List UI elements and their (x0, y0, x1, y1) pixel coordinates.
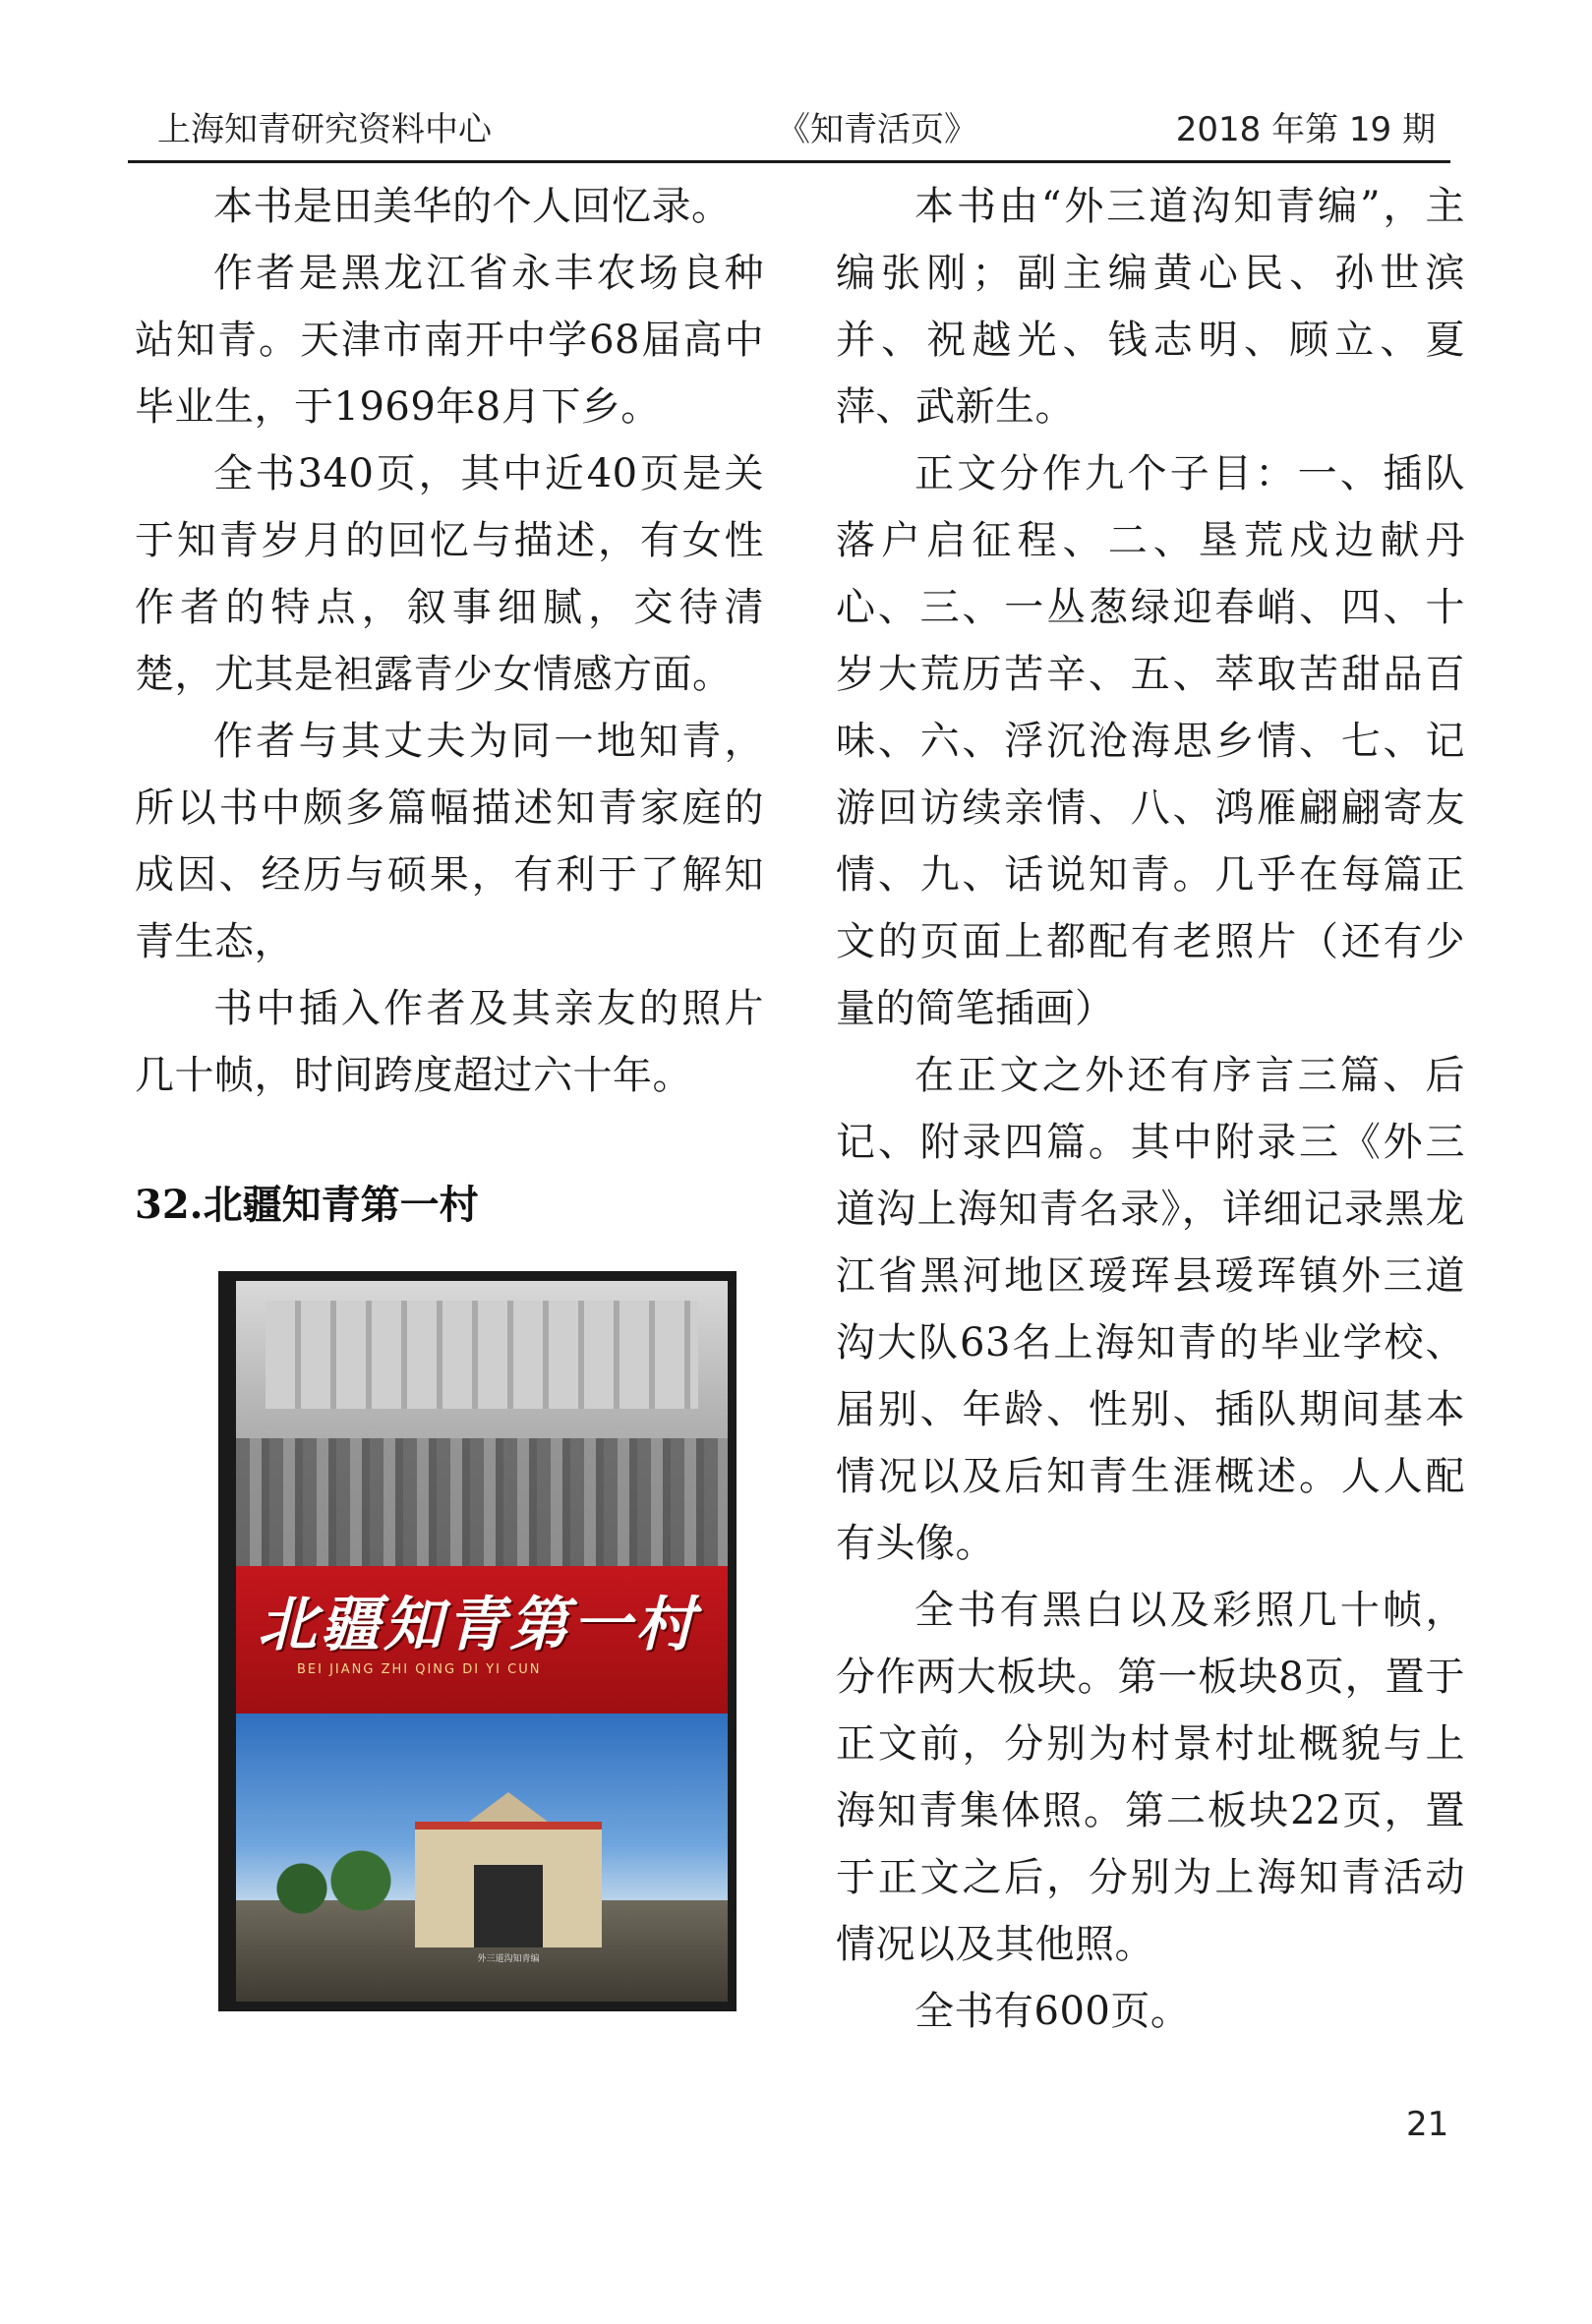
cover-house-roof (469, 1792, 548, 1822)
paragraph: 本书由“外三道沟知青编”，主编张刚；副主编黄心民、孙世滨并、祝越光、钱志明、顾立、夏萍、武新生。 (836, 184, 1465, 430)
page-header (157, 102, 1436, 151)
paragraph: 在正文之外还有序言三篇、后记、附录四篇。其中附录三《外三道沟上海知青名录》，详细记录黑龙江省黑河地区瑷珲县瑷珲镇外三道沟大队63名上海知青的毕业学校、届别、年龄、性别、插队期间基本情况以及后知青生涯概述。人人配有头像。 (836, 1053, 1465, 1566)
paragraph: 全书有黑白以及彩照几十帧，分作两大板块。第一板块8页，置于正文前，分别为村景村址概貌与上海知青集体照。第二板块22页，置于正文之后，分别为上海知青活动情况以及其他照。 (836, 1588, 1465, 1967)
cover-photo-crowd (236, 1438, 728, 1576)
paragraph: 书中插入作者及其亲友的照片几十帧，时间跨度超过六十年。 (135, 986, 764, 1098)
cover-trees (258, 1841, 405, 1920)
cover-publisher: 外三道沟知青编 (477, 1954, 540, 1964)
header-publisher: 上海知青研究资料中心 (157, 110, 492, 149)
paragraph: 全书340页，其中近40页是关于知青岁月的回忆与描述，有女性作者的特点，叙事细腻，交待清楚，尤其是袒露青少女情感方面。 (135, 451, 764, 697)
header-issue: 2018 年第 19 期 (1175, 110, 1436, 149)
right-column (836, 173, 1465, 2045)
page-number: 21 (1406, 2105, 1449, 2144)
paragraph: 作者是黑龙江省永丰农场良种站知青。天津市南开中学68届高中毕业生，于1969年8月下乡。 (135, 251, 764, 430)
paragraph: 本书是田美华的个人回忆录。 (213, 184, 732, 229)
paragraph: 全书有600页。 (914, 1989, 1191, 2034)
header-publication-title: 《知青活页》 (777, 110, 977, 149)
cover-subtitle: BEI JIANG ZHI QING DI YI CUN (297, 1662, 542, 1677)
paragraph: 正文分作九个子目：一、插队落户启征程、二、垦荒戍边献丹心、三、一丛葱绿迎春峭、四、十岁大荒历苦辛、五、萃取苦甜品百味、六、浮沉沧海思乡情、七、记游回访续亲情、八、鸿雁翩翩寄友情、九、话说知青。几乎在每篇正文的页面上都配有老照片（还有少量的简笔插画） (836, 451, 1465, 1031)
cover-historical-photo (236, 1281, 728, 1576)
cover-title: 北疆知青第一村 (258, 1591, 698, 1659)
cover-house (415, 1822, 602, 1947)
book-cover-image (218, 1271, 737, 2011)
cover-house-door (474, 1865, 543, 1947)
section-heading: 32.北疆知青第一村 (135, 1182, 479, 1228)
paragraph: 作者与其丈夫为同一地知青，所以书中颇多篇幅描述知青家庭的成因、经历与硕果，有利于了解知青生态， (135, 719, 764, 964)
left-column (135, 173, 764, 1109)
header-rule (128, 160, 1450, 163)
cover-photo-building (265, 1301, 698, 1409)
